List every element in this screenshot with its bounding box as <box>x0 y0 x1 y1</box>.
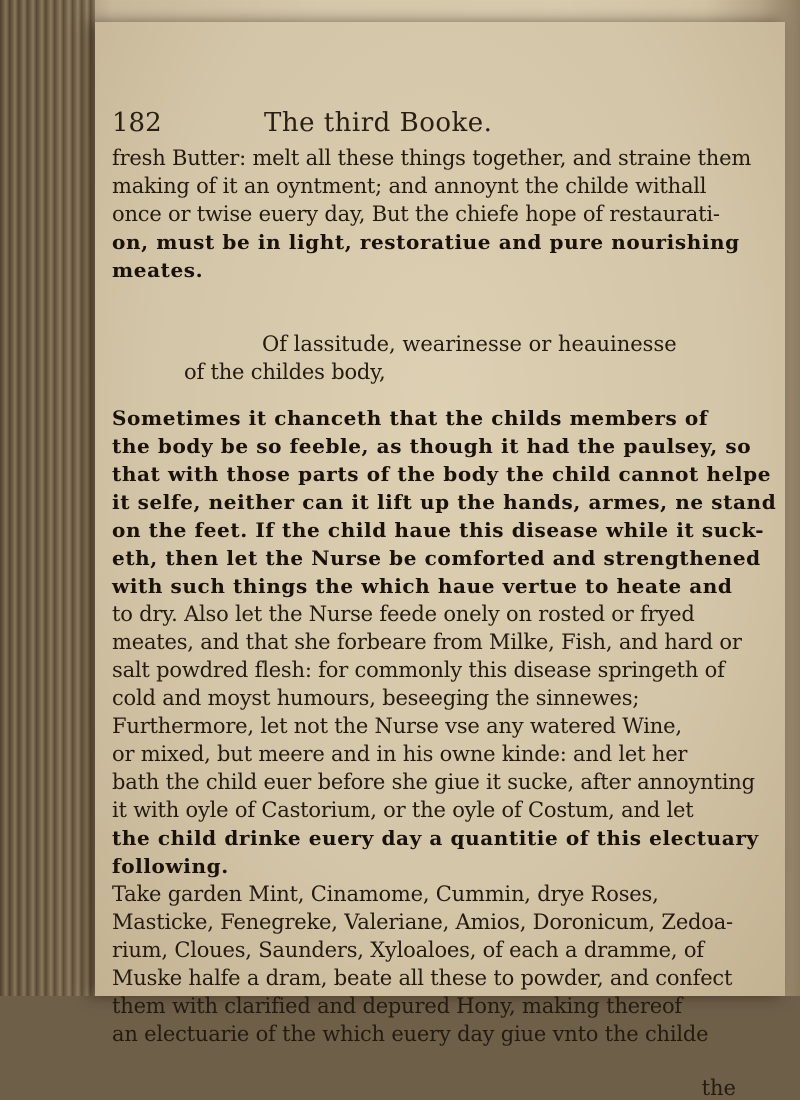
blackletter-line: it selfe, neither can it lift up the hands, armes, ne stand <box>112 490 777 514</box>
show-through-line <box>112 386 740 404</box>
book-binding-edge <box>0 0 95 996</box>
catchword: the <box>701 1076 736 1100</box>
text-line: an electuarie of the which euery day giue vnto the childe <box>112 1022 709 1046</box>
blackletter-line: eth, then let the Nurse be comforted and strengthened <box>112 546 761 570</box>
text-line: bath the child euer before she giue it sucke, after annoynting <box>112 770 755 794</box>
text-line: cold and moyst humours, beseeging the sinnewes; <box>112 686 640 710</box>
blackletter-line: the body be so feeble, as though it had the paulsey, so <box>112 434 752 458</box>
page-content <box>112 108 777 1100</box>
blackletter-line: following. <box>112 854 229 878</box>
text-line: rium, Cloues, Saunders, Xyloaloes, of each a dramme, of <box>112 938 704 962</box>
page-header <box>112 108 740 144</box>
text-line: meates, and that she forbeare from Milke, Fish, and hard or <box>112 630 742 654</box>
blackletter-line: with such things the which haue vertue to heate and <box>112 574 733 598</box>
running-head: The third Booke. <box>264 108 493 138</box>
text-line: or mixed, but meere and in his owne kinde: and let her <box>112 742 688 766</box>
page-number: 182 <box>112 108 162 138</box>
text-line: salt powdred flesh: for commonly this disease springeth of <box>112 658 725 682</box>
text-line: Masticke, Fenegreke, Valeriane, Amios, Doronicum, Zedoa- <box>112 910 733 934</box>
text-line: to dry. Also let the Nurse feede onely on rosted or fryed <box>112 602 695 626</box>
blackletter-line: meates. <box>112 258 204 282</box>
blackletter-line: on, must be in light, restoratiue and pure nourishing <box>112 230 740 254</box>
text-line: them with clarified and depured Hony, making thereof <box>112 994 682 1018</box>
text-line: once or twise euery day, But the chiefe hope of restaurati- <box>112 202 720 226</box>
text-line <box>112 1048 740 1076</box>
blackletter-line: that with those parts of the body the child cannot helpe <box>112 462 772 486</box>
text-line: Muske halfe a dram, beate all these to powder, and confect <box>112 966 733 990</box>
show-through-line <box>112 312 740 330</box>
text-line: Take garden Mint, Cinamome, Cummin, drye Roses, <box>112 882 659 906</box>
text-line: making of it an oyntment; and annoynt the childe withall <box>112 174 707 198</box>
section-heading: Of lassitude, wearinesse or heauinesse <box>262 332 677 356</box>
blackletter-line: Sometimes it chanceth that the childs members of <box>112 406 709 430</box>
section-heading-line: of the childes body, <box>184 360 386 384</box>
text-line: fresh Butter: melt all these things together, and straine them <box>112 146 752 170</box>
blackletter-line <box>112 284 740 312</box>
text-line: Furthermore, let not the Nurse vse any watered Wine, <box>112 714 682 738</box>
blackletter-line: the child drinke euery day a quantitie of this electuary <box>112 826 759 850</box>
text-line: it with oyle of Castorium, or the oyle of Costum, and let <box>112 798 694 822</box>
blackletter-line: on the feet. If the child haue this disease while it suck- <box>112 518 765 542</box>
